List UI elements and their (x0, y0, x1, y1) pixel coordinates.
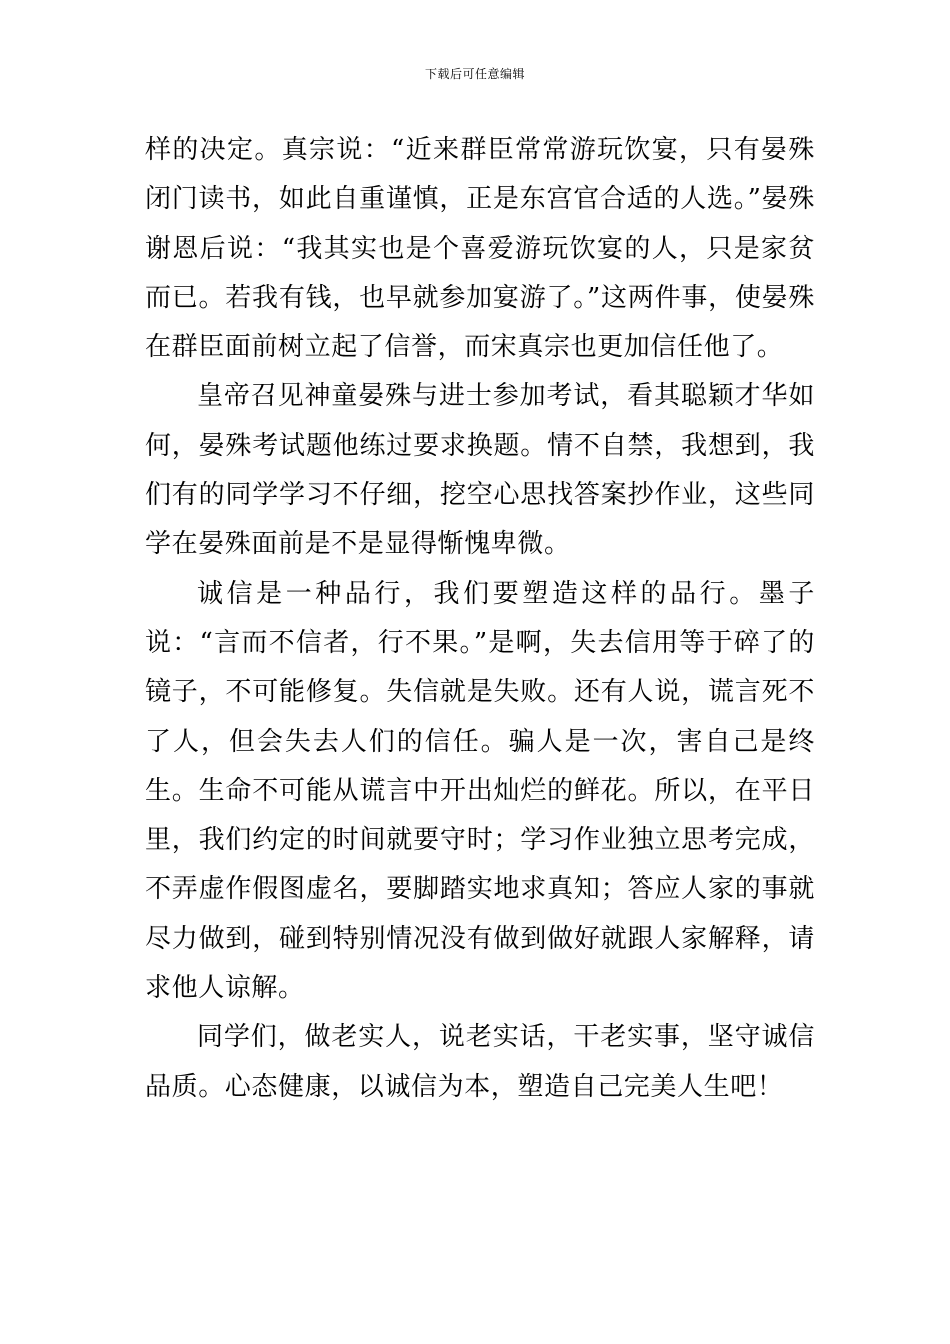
paragraph: 皇帝召见神童晏殊与进士参加考试，看其聪颖才华如何，晏殊考试题他练过要求换题。情不自禁，我想到，我们有的同学学习不仔细，挖空心思找答案抄作业，这些同学在晏殊面前是不是显得惭愧卑微。 (145, 381, 815, 560)
paragraph: 诚信是一种品行，我们要塑造这样的品行。墨子说：“言而不信者，行不果。”是啊，失去信用等于碎了的镜子，不可能修复。失信就是失败。还有人说，谎言死不了人，但会失去人们的信任。骗人是一次，害自己是终生。生命不可能从谎言中开出灿烂的鲜花。所以，在平日里，我们约定的时间就要守时；学习作业独立思考完成，不弄虚作假图虚名，要脚踏实地求真知；答应人家的事就尽力做到，碰到特别情况没有做到做好就跟人家解释，请求他人谅解。 (145, 578, 815, 1004)
page-header: 下载后可任意编辑 (424, 67, 525, 81)
paragraph: 同学们，做老实人，说老实话，干老实事，坚守诚信品质。心态健康，以诚信为本，塑造自己完美人生吧！ (145, 1022, 815, 1102)
document-body (145, 126, 815, 1112)
paragraph-continued: 样的决定。真宗说：“近来群臣常常游玩饮宴，只有晏殊闭门读书，如此自重谨慎，正是东宫官合适的人选。”晏殊谢恩后说：“我其实也是个喜爱游玩饮宴的人，只是家贫而已。若我有钱，也早就参加宴游了。”这两件事，使晏殊在群臣面前树立起了信誉，而宋真宗也更加信任他了。 (145, 135, 815, 363)
